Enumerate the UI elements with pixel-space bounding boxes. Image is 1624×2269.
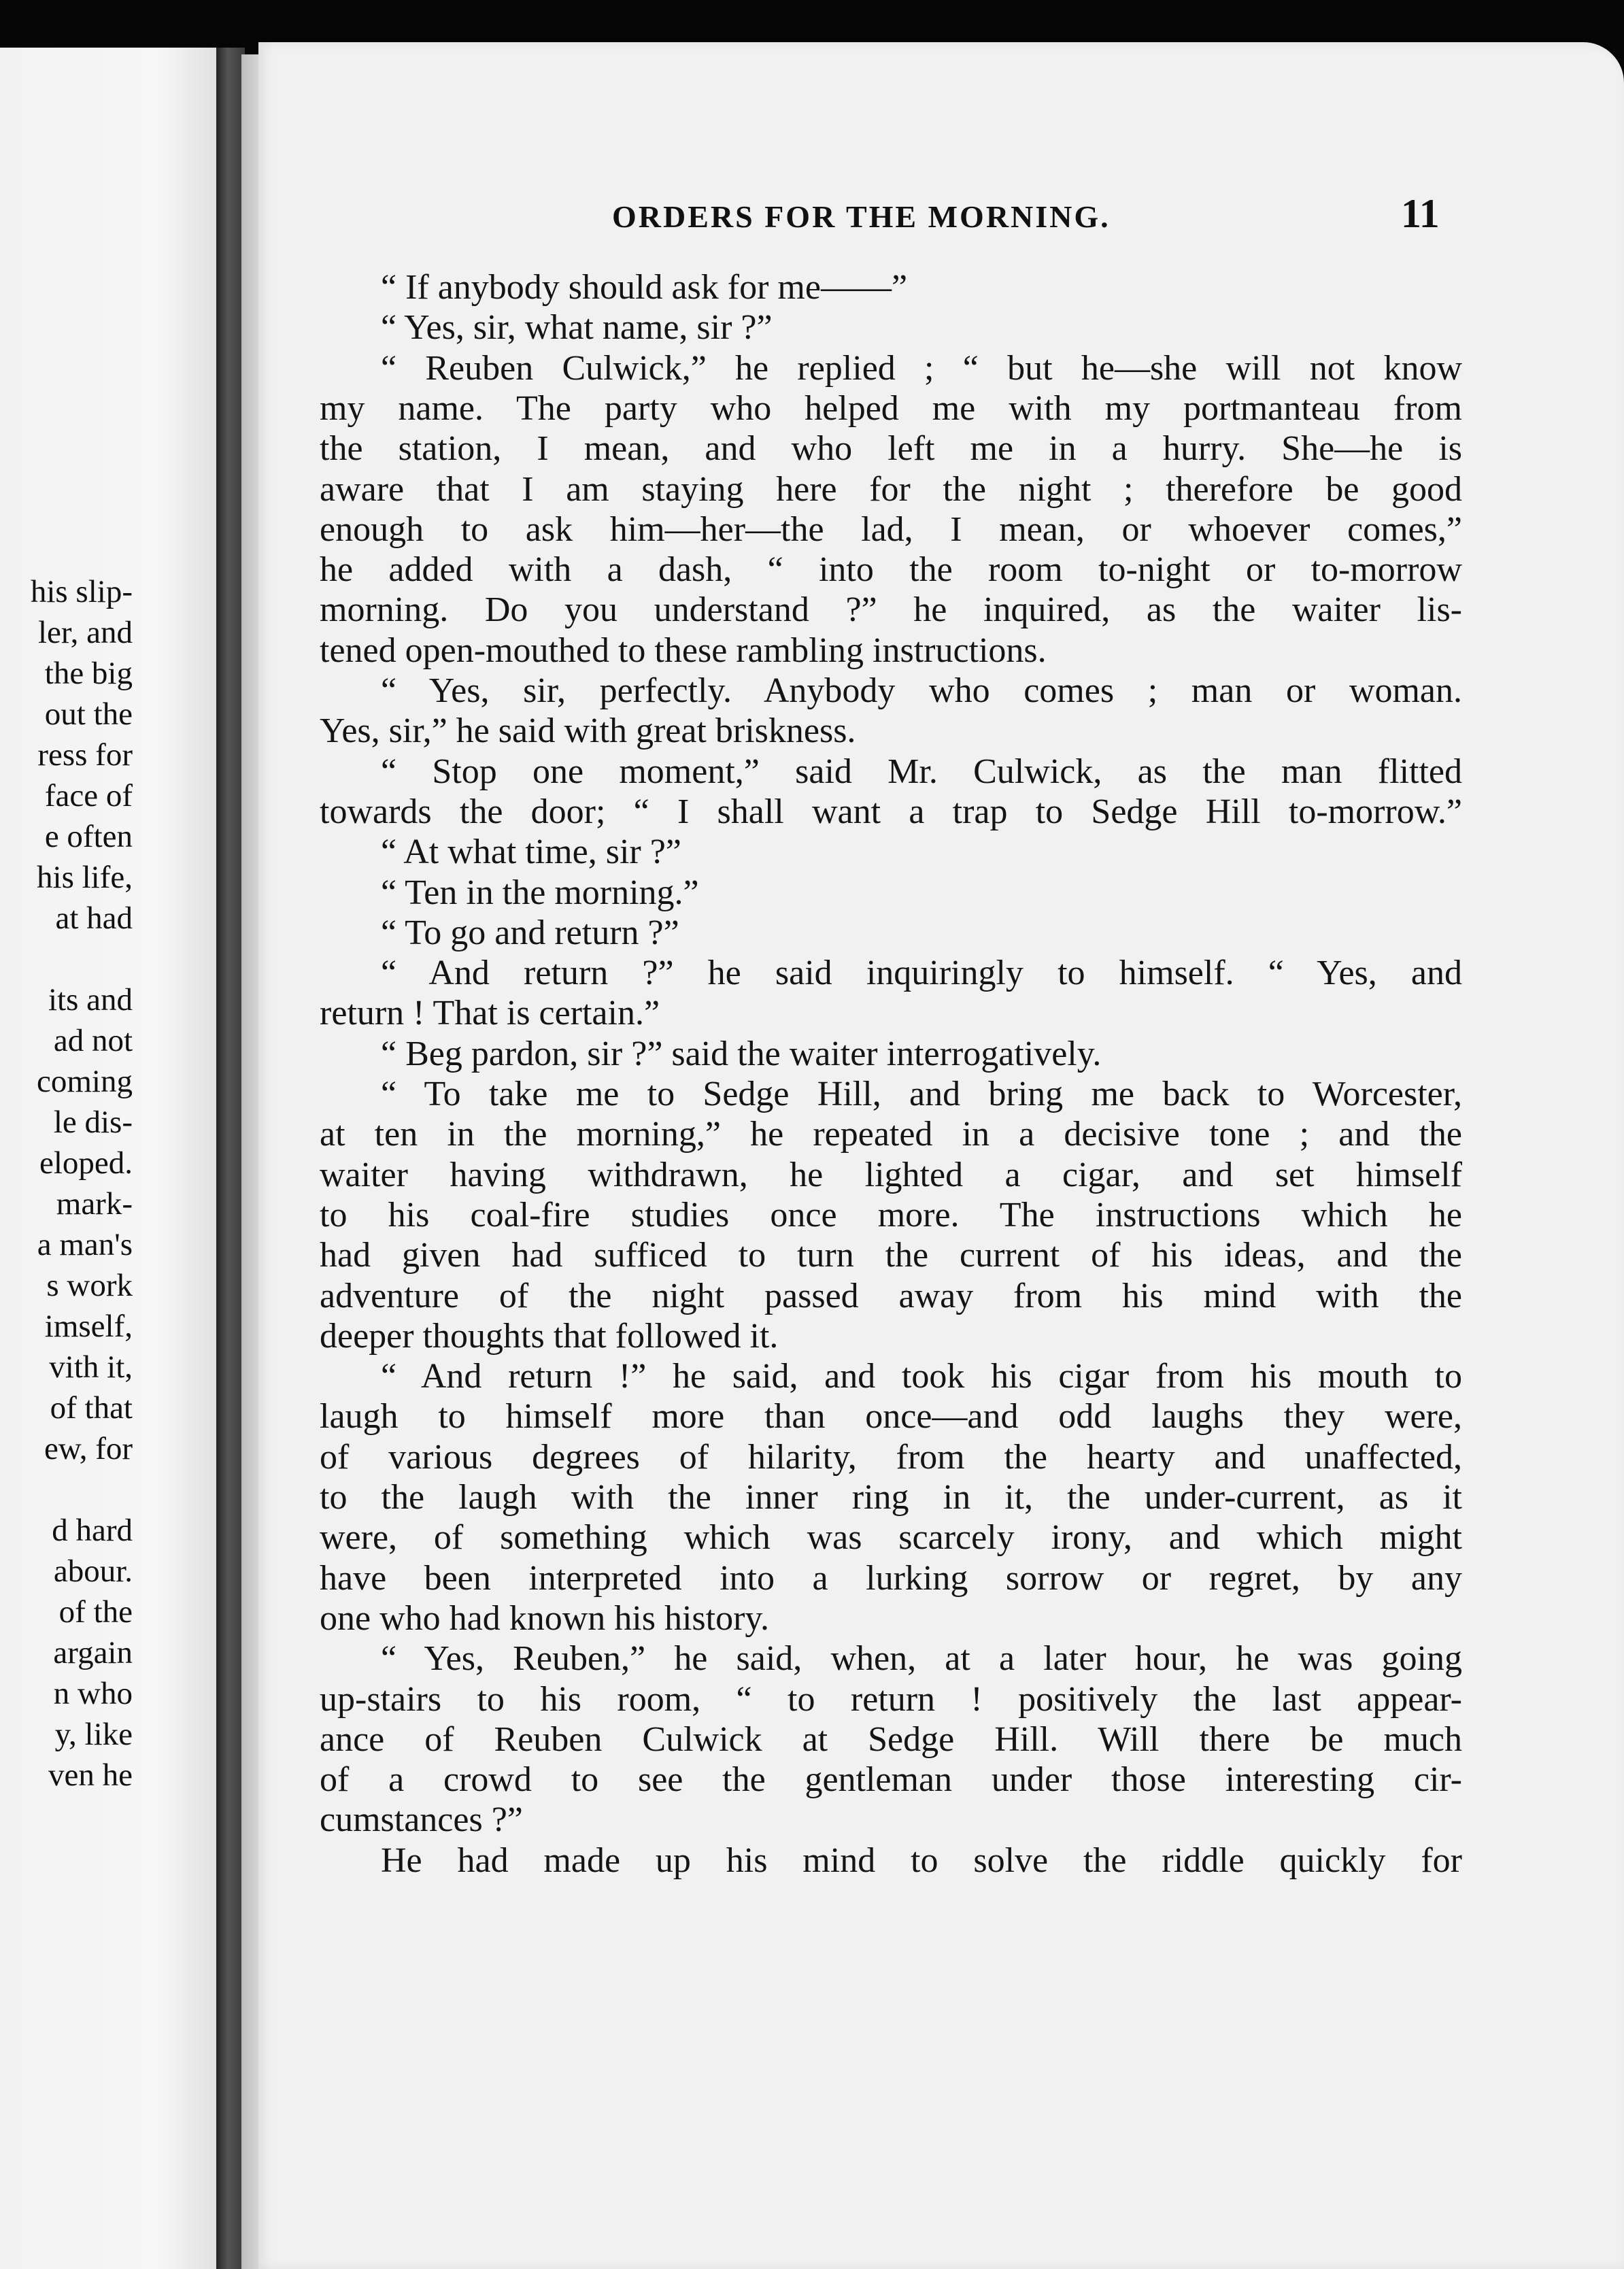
text-line: “ And return !” he said, and took his cigar from his mouth to — [381, 1357, 1462, 1396]
left-page-line: ven he — [48, 1758, 133, 1793]
left-page-line: the big — [44, 656, 133, 691]
left-page-line: of the — [58, 1594, 133, 1630]
page-number: 11 — [1401, 191, 1440, 236]
left-page-line: coming — [37, 1064, 133, 1099]
left-page-line: ler, and — [37, 615, 133, 650]
text-line: have been interpreted into a lurking sorrow or regret, by any — [320, 1558, 1462, 1598]
left-page-line: ress for — [37, 737, 133, 773]
text-line: at ten in the morning,” he repeated in a decisive tone ; and the — [320, 1115, 1462, 1154]
text-line: of a crowd to see the gentleman under those interesting cir- — [320, 1760, 1462, 1800]
left-page-line: mark- — [56, 1186, 133, 1222]
text-line: aware that I am staying here for the night ; therefore be good — [320, 469, 1462, 509]
text-line: “ To take me to Sedge Hill, and bring me back to Worcester, — [381, 1075, 1462, 1113]
text-line: enough to ask him—her—the lad, I mean, or whoever comes,” — [320, 509, 1462, 549]
text-line: were, of something which was scarcely irony, and which might — [320, 1518, 1462, 1558]
left-page-line: its and — [48, 982, 133, 1018]
text-line: “ Stop one moment,” said Mr. Culwick, as the man flitted — [381, 752, 1462, 791]
left-page-line: y, like — [54, 1717, 133, 1752]
text-line: to the laugh with the inner ring in it, the under-current, as it — [320, 1478, 1462, 1517]
text-line: my name. The party who helped me with my portmanteau from — [320, 388, 1462, 428]
text-line: tened open-mouthed to these rambling instructions. — [320, 631, 1047, 670]
text-line: deeper thoughts that followed it. — [320, 1316, 779, 1356]
left-page-line: argain — [53, 1635, 133, 1670]
text-line: “ Yes, sir, perfectly. Anybody who comes ; man or woman. — [381, 671, 1462, 710]
book-gutter — [216, 48, 245, 2269]
left-page-line: face of — [44, 778, 133, 813]
previous-page-sliver — [0, 48, 228, 2269]
left-page-line: ew, for — [44, 1431, 133, 1466]
left-page-line: s work — [46, 1268, 133, 1303]
text-line: “ Beg pardon, sir ?” said the waiter interrogatively. — [381, 1034, 1102, 1073]
text-line: to his coal-fire studies once more. The instructions which he — [320, 1195, 1462, 1234]
text-line: adventure of the night passed away from his mind with the — [320, 1276, 1462, 1315]
left-page-line: vith it, — [49, 1349, 133, 1385]
left-page-line: of that — [50, 1390, 133, 1426]
left-page-line: his life, — [37, 860, 133, 895]
left-page-line: at had — [55, 901, 133, 936]
left-page-line: e often — [44, 819, 133, 854]
text-line: “ If anybody should ask for me——” — [381, 268, 908, 307]
left-page-line: abour. — [53, 1553, 133, 1589]
text-line: “ Yes, sir, what name, sir ?” — [381, 308, 773, 348]
left-page-line: out the — [44, 696, 133, 732]
left-page-line: n who — [53, 1676, 133, 1711]
text-line: “ Ten in the morning.” — [381, 873, 699, 912]
left-page-line: eloped. — [39, 1145, 133, 1181]
left-page-line: imself, — [44, 1309, 133, 1344]
text-line: morning. Do you understand ?” he inquired, as the waiter lis- — [320, 590, 1462, 630]
text-line: “ At what time, sir ?” — [381, 833, 681, 872]
text-line: cumstances ?” — [320, 1800, 523, 1840]
text-line: had given had sufficed to turn the current of his ideas, and the — [320, 1236, 1462, 1275]
text-line: waiter having withdrawn, he lighted a cigar, and set himself — [320, 1155, 1462, 1194]
text-line: towards the door; “ I shall want a trap to Sedge Hill to-morrow.” — [320, 792, 1462, 831]
text-line: ance of Reuben Culwick at Sedge Hill. Will there be much — [320, 1719, 1462, 1759]
text-line: Yes, sir,” he said with great briskness. — [320, 711, 856, 751]
left-page-line: his slip- — [30, 574, 133, 609]
text-line: of various degrees of hilarity, from the hearty and unaffected, — [320, 1437, 1462, 1477]
running-title: ORDERS FOR THE MORNING. — [612, 199, 1111, 234]
text-line: the station, I mean, and who left me in a hurry. She—he is — [320, 429, 1462, 469]
left-page-line: d hard — [52, 1513, 133, 1548]
text-line: “ To go and return ?” — [381, 913, 679, 952]
text-line: laugh to himself more than once—and odd laughs they were, — [320, 1397, 1462, 1436]
text-line: one who had known his history. — [320, 1598, 770, 1638]
text-line: “ Reuben Culwick,” he replied ; “ but he—she will not know — [381, 348, 1462, 388]
left-page-line: ad not — [53, 1023, 133, 1058]
text-line: “ Yes, Reuben,” he said, when, at a later hour, he was going — [381, 1639, 1462, 1679]
text-line: He had made up his mind to solve the riddle quickly for — [381, 1841, 1462, 1880]
left-page-line: a man's — [37, 1227, 133, 1262]
text-line: he added with a dash, “ into the room to-night or to-morrow — [320, 550, 1462, 590]
text-line: up-stairs to his room, “ to return ! positively the last appear- — [320, 1679, 1462, 1719]
text-line: return ! That is certain.” — [320, 994, 660, 1033]
book-page — [258, 42, 1624, 2269]
text-line: “ And return ?” he said inquiringly to himself. “ Yes, and — [381, 954, 1462, 993]
left-page-line: le dis- — [53, 1105, 133, 1140]
